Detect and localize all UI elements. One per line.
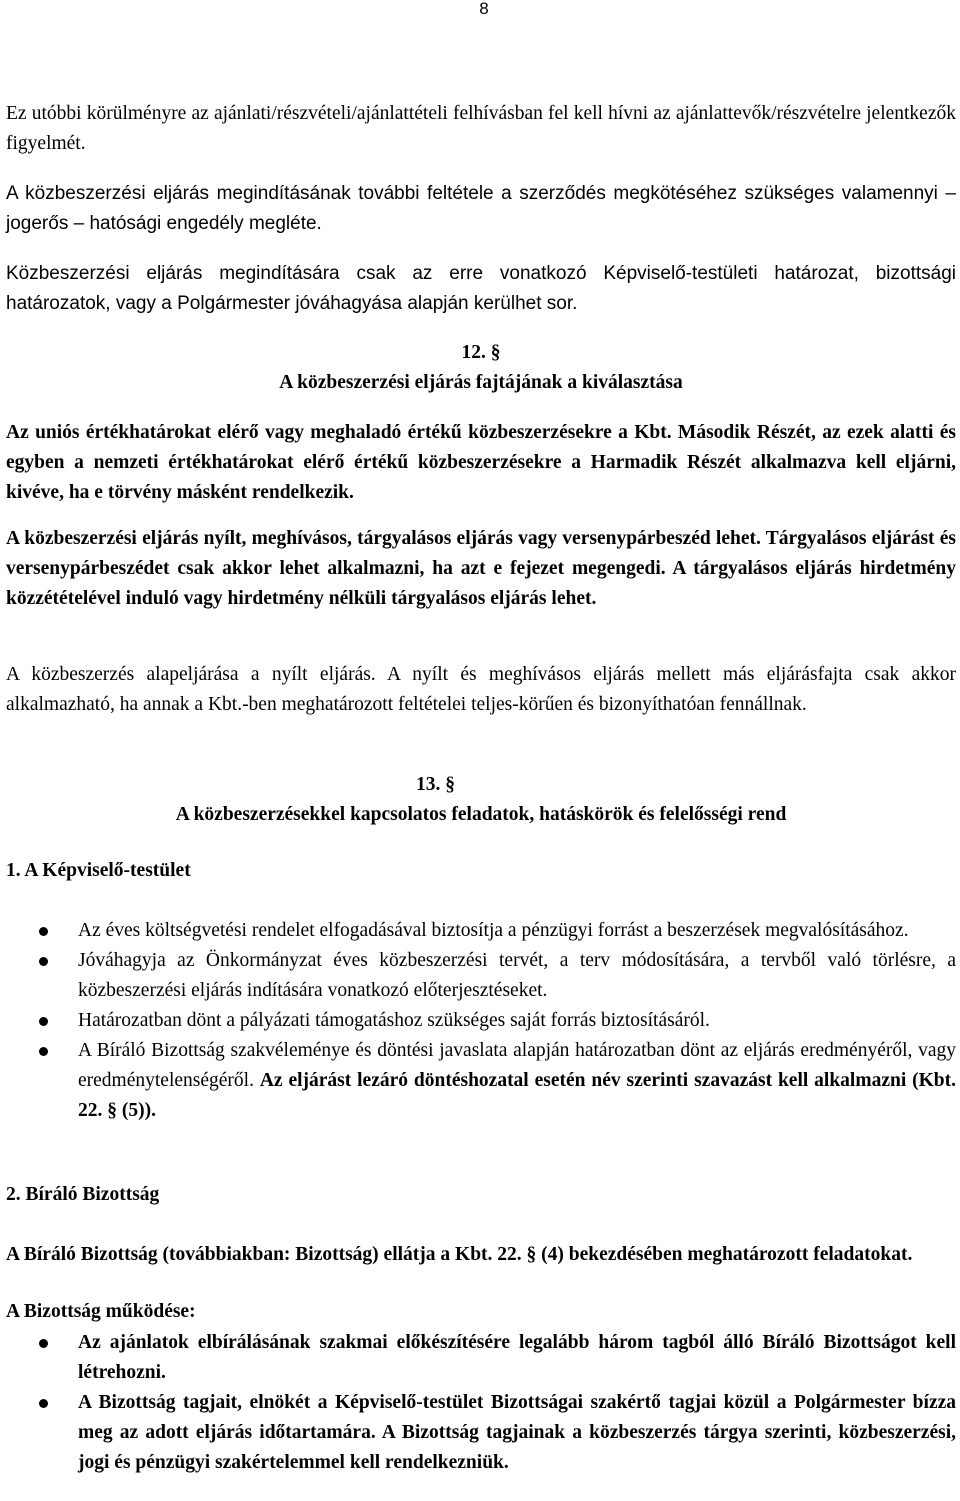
section-12-paragraph-2: A közbeszerzési eljárás nyílt, meghívásos, tárgyalásos eljárás vagy versenypárbeszéd lehet. Tárgyalásos eljárást és versenypárbeszédet csak akkor lehet alkalmazni, ha azt e fejezet megengedi. A tárgyalásos eljárás hirdetmény közzétételével induló vagy hirdetmény nélküli tárgyalásos eljárás lehet. bbox=[6, 528, 956, 609]
bullet-icon bbox=[39, 1399, 48, 1408]
list-item: Határozatban dönt a pályázati támogatáshoz szükséges saját forrás biztosításáról. bbox=[6, 1006, 956, 1036]
bullet-icon bbox=[39, 957, 48, 966]
section-12-title: A közbeszerzési eljárás fajtájának a kiválasztása bbox=[279, 372, 683, 393]
list-item: Az ajánlatok elbírálásának szakmai előkészítésére legalább három tagból álló Bíráló Bizottságot kell létrehozni. bbox=[6, 1328, 956, 1388]
list-item: Az éves költségvetési rendelet elfogadásával biztosítja a pénzügyi forrást a beszerzések megvalósításához. bbox=[6, 916, 956, 946]
bullet-icon bbox=[39, 1339, 48, 1348]
bullet-icon bbox=[39, 1017, 48, 1026]
list-item: A Bizottság tagjait, elnökét a Képviselő-testület Bizottságai szakértő tagjai közül a Polgármester bízza meg az adott eljárás időtartamára. A Bizottság tagjainak a közbeszerzés tárgya szerinti, közbeszerzési, jogi és pénzügyi szakértelemmel kell rendelkezniük. bbox=[6, 1388, 956, 1478]
bullet-icon bbox=[39, 927, 48, 936]
section-13-sub-2-paragraph-2: A Bizottság működése: bbox=[6, 1301, 196, 1322]
intro-paragraph-3: Közbeszerzési eljárás megindítására csak az erre vonatkozó Képviselő-testületi határozat, bizottsági határozatok, vagy a Polgármester jóváhagyása alapján kerülhet sor. bbox=[6, 263, 956, 314]
list-item: A Bíráló Bizottság szakvéleménye és döntési javaslata alapján határozatban dönt az eljárás eredményéről, vagy eredménytelenségéről. Az eljárást lezáró döntéshozatal esetén név szerinti szavazást kell alkalmazni (Kbt. 22. § (5)). bbox=[6, 1036, 956, 1126]
section-12-paragraph-3: A közbeszerzés alapeljárása a nyílt eljárás. A nyílt és meghívásos eljárás mellett más eljárásfajta csak akkor alkalmazható, ha annak a Kbt.-ben meghatározott feltételei teljes-körűen és bizonyíthatóan fennállnak. bbox=[6, 664, 956, 715]
page-number: 8 bbox=[479, 0, 489, 18]
intro-paragraph-2: A közbeszerzési eljárás megindításának további feltétele a szerződés megkötéséhez szükséges valamennyi – jogerős – hatósági engedély megléte. bbox=[6, 183, 956, 234]
section-12-number: 12. § bbox=[461, 342, 501, 363]
section-13-sub-2-paragraph-1: A Bíráló Bizottság (továbbiakban: Bizottság) ellátja a Kbt. 22. § (4) bekezdésében meghatározott feladatokat. bbox=[6, 1244, 913, 1265]
section-13-sub-1-heading: 1. A Képviselő-testület bbox=[6, 860, 191, 881]
section-13-number: 13. § bbox=[416, 774, 455, 795]
bullet-icon bbox=[39, 1047, 48, 1056]
section-13-sub-2-list bbox=[6, 1328, 956, 1478]
intro-paragraph-1: Ez utóbbi körülményre az ajánlati/részvételi/ajánlattételi felhívásban fel kell hívni az ajánlattevők/részvételre jelentkezők figyelmét. bbox=[6, 103, 956, 154]
section-12-paragraph-1: Az uniós értékhatárokat elérő vagy meghaladó értékű közbeszerzésekre a Kbt. Második Részét, az ezek alatti és egyben a nemzeti értékhatárokat elérő értékű közbeszerzésekre a Harmadik Részét alkalmazva kell eljárni, kivéve, ha e törvény másként rendelkezik. bbox=[6, 422, 956, 503]
section-13-sub-2-heading: 2. Bíráló Bizottság bbox=[6, 1184, 160, 1205]
section-13-sub-1-list bbox=[6, 916, 956, 1126]
section-13-title: A közbeszerzésekkel kapcsolatos feladatok, hatáskörök és felelősségi rend bbox=[175, 804, 787, 825]
list-item: Jóváhagyja az Önkormányzat éves közbeszerzési tervét, a terv módosítására, a tervből való törlésre, a közbeszerzési eljárás indítására vonatkozó előterjesztéseket. bbox=[6, 946, 956, 1006]
